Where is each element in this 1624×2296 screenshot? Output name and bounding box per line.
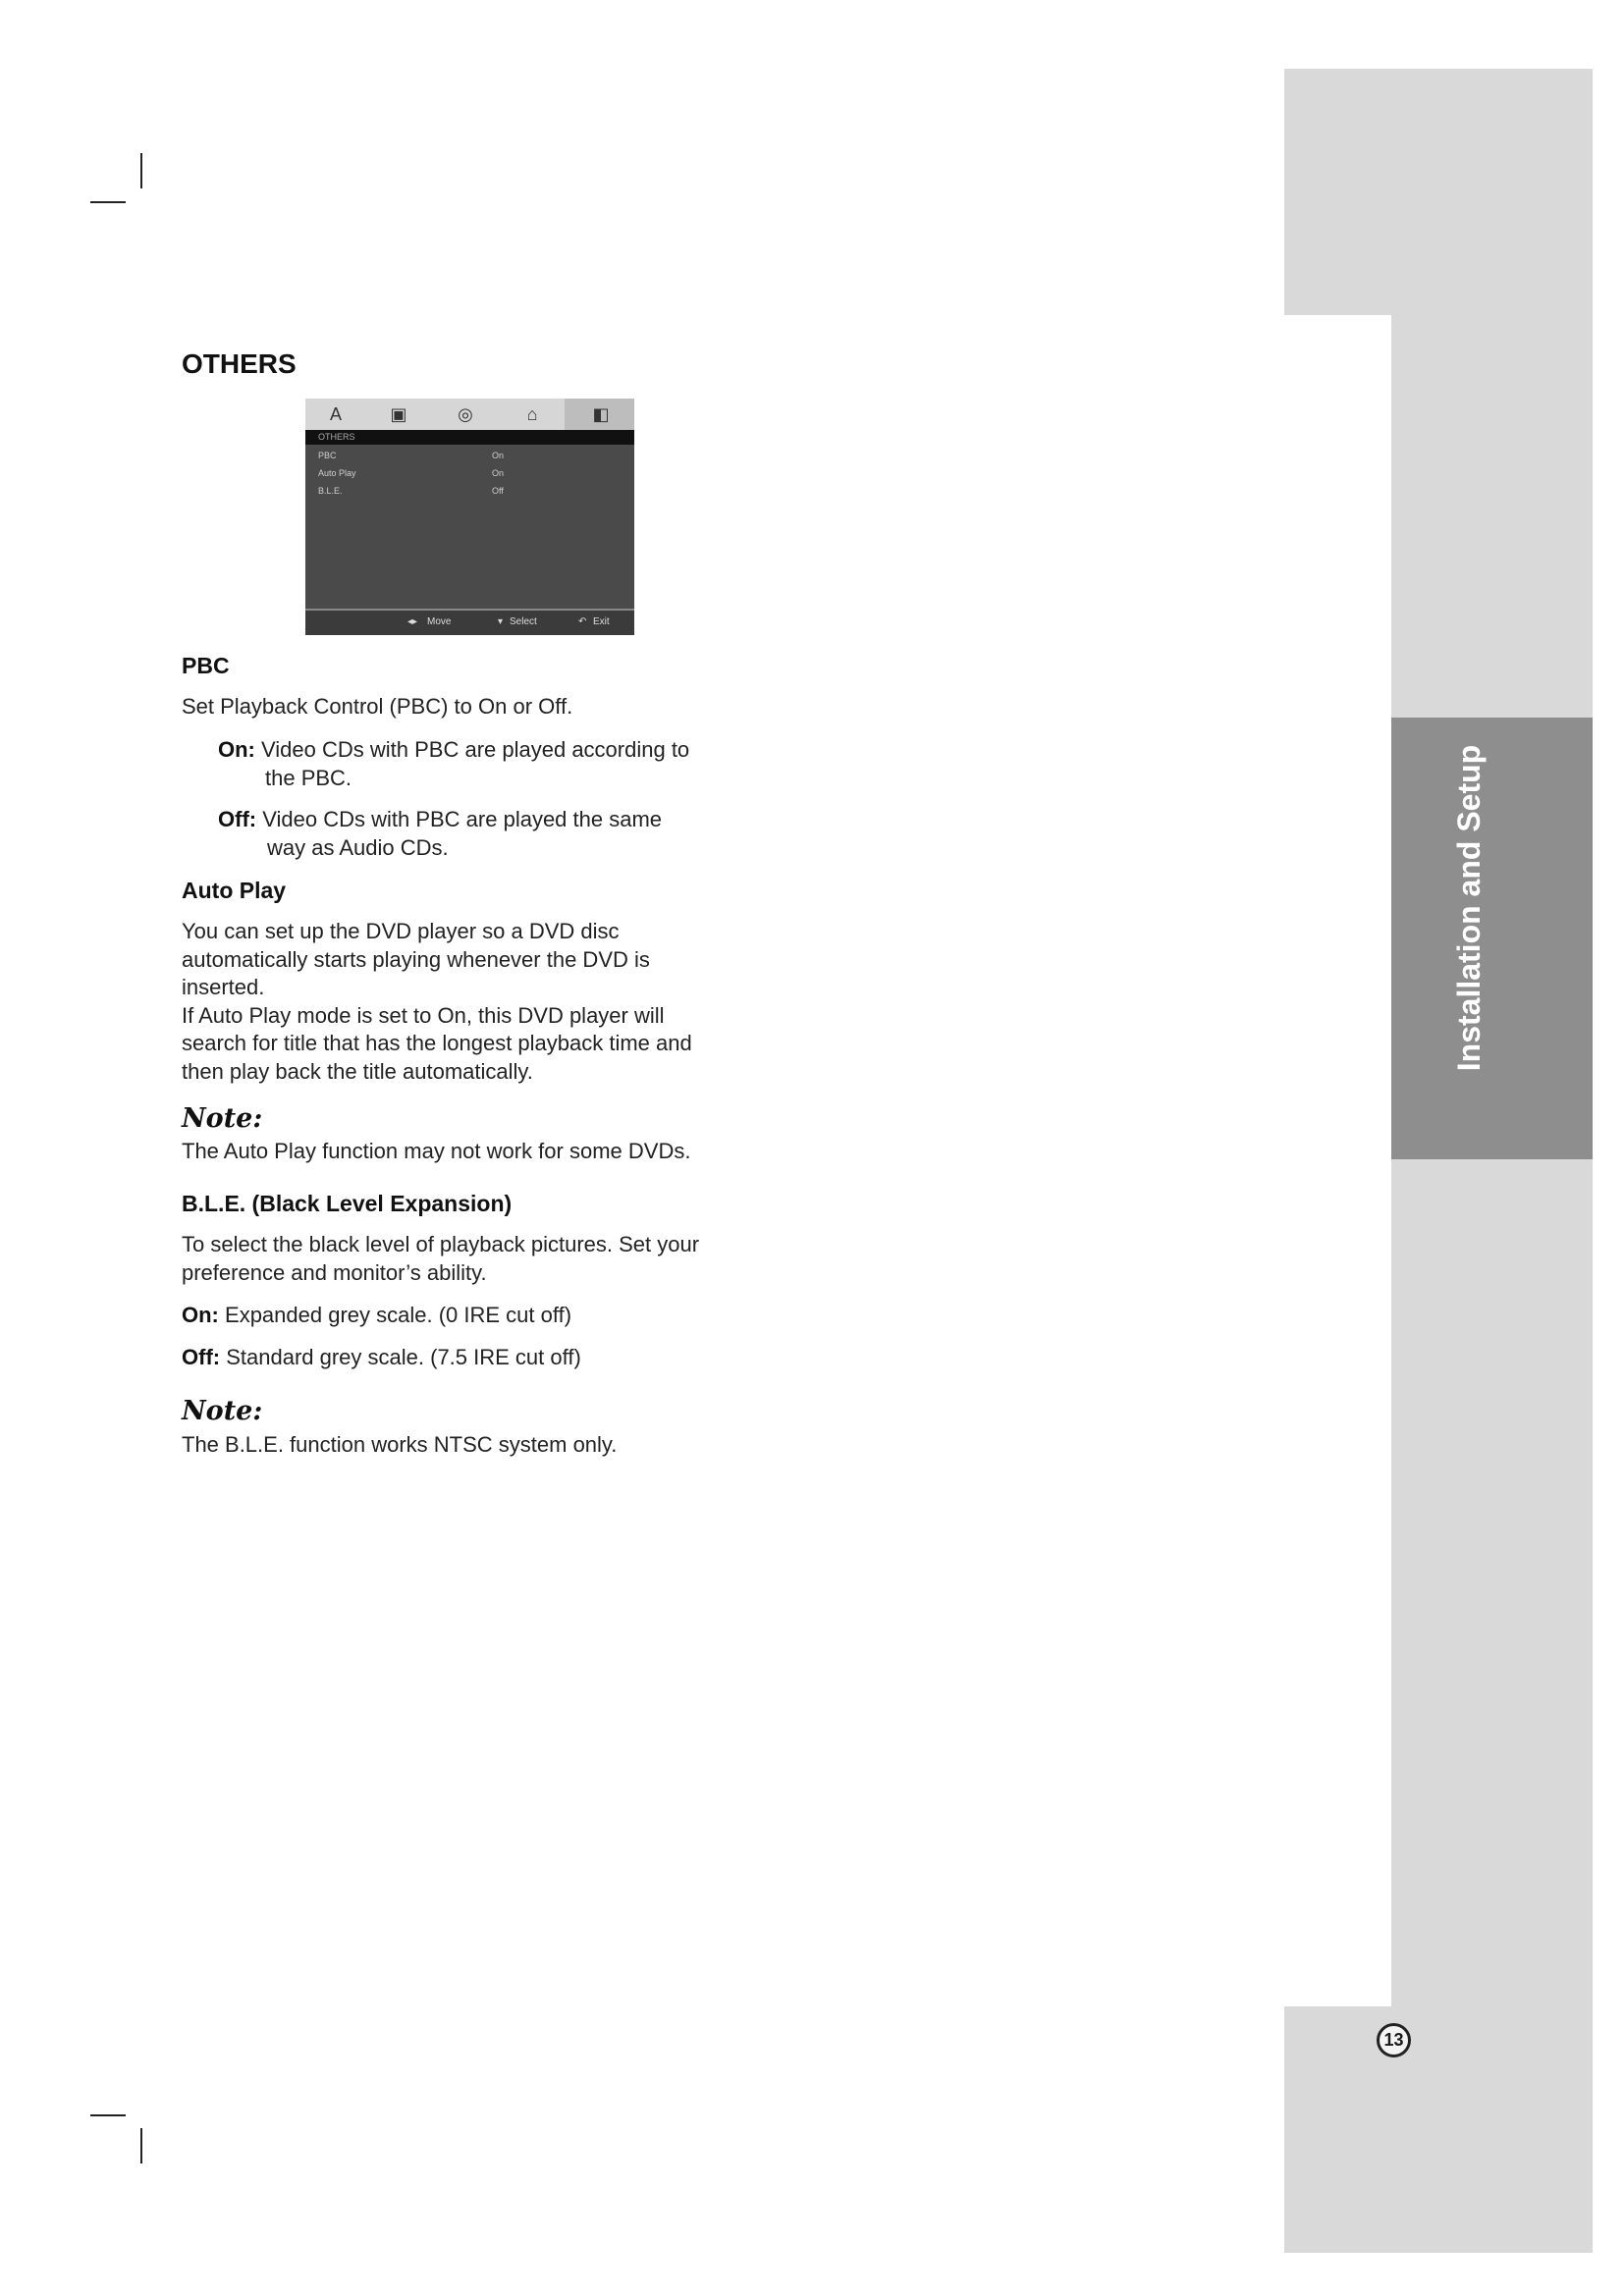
exit-icon: ↶ [578,616,587,627]
ble-off-term: Off: [182,1345,221,1369]
osd-row-label: B.L.E. [318,486,343,496]
ble-off-text: Standard grey scale. (7.5 IRE cut off) [226,1345,581,1369]
note-title: Note: [182,1103,263,1134]
osd-row [318,484,623,499]
note-text: The B.L.E. function works NTSC system only. [182,1432,618,1457]
side-tab-upper [1284,69,1593,315]
osd-footer-select: Select [510,616,537,627]
others-icon: ◧ [592,404,610,424]
osd-row-value: On [492,451,505,460]
pbc-heading: PBC [182,653,230,678]
osd-footer [305,609,634,635]
pbc-off-line2: way as Audio CDs. [267,834,449,860]
side-tab-middle [1391,315,1593,2006]
pbc-off-term: Off: [218,807,257,831]
pbc-on-line1: Video CDs with PBC are played according to [261,737,690,762]
side-tab-lower [1284,2006,1593,2253]
note-title: Note: [182,1396,263,1426]
autoplay-paragraph [182,918,751,1086]
pbc-on-definition [218,736,689,792]
ble-on-definition [182,1302,571,1330]
crop-mark [90,201,126,203]
pbc-on-term: On: [218,737,255,762]
osd-row-value: Off [492,486,504,496]
osd-row [318,449,623,463]
section-tab-label: Installation and Setup [1451,744,1487,1072]
text-line: preference and monitor’s ability. [182,1259,487,1285]
text-line: then play back the title automatically. [182,1058,533,1084]
osd-row-value: On [492,468,505,478]
text-line: If Auto Play mode is set to On, this DVD player will [182,1002,665,1028]
ble-heading: B.L.E. (Black Level Expansion) [182,1191,513,1216]
osd-footer-exit: Exit [593,616,610,627]
osd-icon-bar [305,399,634,430]
pbc-off-line1: Video CDs with PBC are played the same [262,807,663,831]
osd-menu-screenshot [305,399,634,633]
text-line: automatically starts playing whenever the DVD is [182,946,650,972]
note-text: The Auto Play function may not work for some DVDs. [182,1139,691,1163]
display-icon: ▣ [390,404,407,424]
lock-icon: ⌂ [526,404,538,424]
crop-mark [140,2128,142,2163]
pbc-intro: Set Playback Control (PBC) to On or Off. [182,694,573,719]
text-line: inserted. [182,975,265,999]
section-tab [1391,718,1593,1159]
crop-mark [140,153,142,188]
osd-row-label: Auto Play [318,468,356,478]
osd-row [318,466,623,481]
language-icon: A [329,404,342,424]
ble-off-definition [182,1344,581,1372]
osd-row-label: PBC [318,451,337,460]
page-number: 13 [1377,2023,1411,2057]
ble-intro [182,1231,751,1287]
ble-on-text: Expanded grey scale. (0 IRE cut off) [225,1303,572,1327]
autoplay-heading: Auto Play [182,878,287,903]
text-line: To select the black level of playback pictures. Set your [182,1232,700,1256]
audio-icon: ◎ [458,404,473,424]
osd-menu-title-bar [305,430,634,445]
pbc-off-definition [218,806,662,862]
osd-footer-move: Move [427,616,452,627]
text-line: search for title that has the longest playback time and [182,1031,692,1055]
ble-on-term: On: [182,1303,219,1327]
text-line: You can set up the DVD player so a DVD disc [182,919,620,943]
section-title: OTHERS [182,348,297,379]
crop-mark [90,2114,126,2116]
select-icon: ▾ [498,616,504,627]
pbc-on-line2: the PBC. [265,765,352,790]
move-icon: ◂▸ [407,616,418,627]
osd-menu-title: OTHERS [318,432,355,442]
